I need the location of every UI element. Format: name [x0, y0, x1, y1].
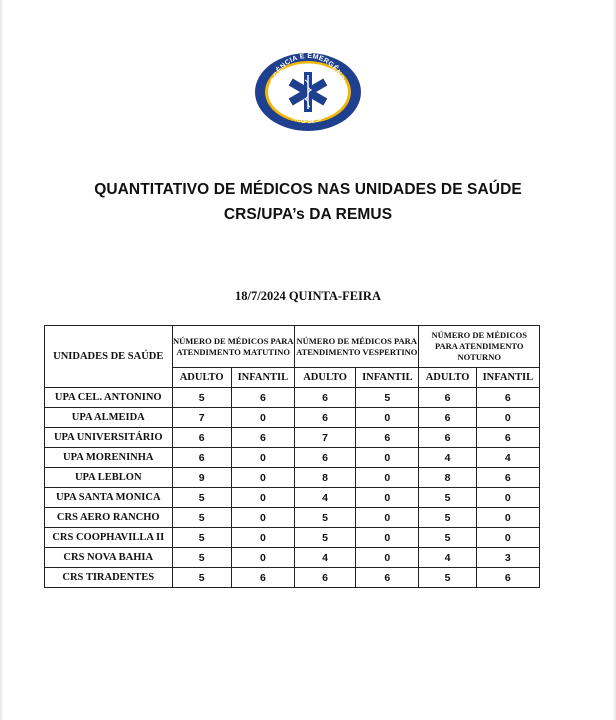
count-cell: 0 [356, 528, 419, 548]
group-header-vespertino: NÚMERO DE MÉDICOS PARA ATENDIMENTO VESPERTINO [294, 326, 418, 368]
count-cell: 6 [231, 388, 294, 408]
count-cell: 6 [231, 568, 294, 588]
count-cell: 5 [356, 388, 419, 408]
sub-header-adulto: ADULTO [419, 368, 476, 388]
count-cell: 0 [356, 508, 419, 528]
count-cell: 0 [231, 548, 294, 568]
count-cell: 6 [294, 448, 355, 468]
unit-name: UPA LEBLON [45, 468, 173, 488]
count-cell: 5 [172, 548, 231, 568]
count-cell: 0 [231, 508, 294, 528]
count-cell: 5 [419, 488, 476, 508]
unit-name: CRS COOPHAVILLA II [45, 528, 173, 548]
count-cell: 6 [356, 568, 419, 588]
table-row [45, 408, 540, 428]
page-edge-right [612, 0, 616, 720]
unit-name: CRS NOVA BAHIA [45, 548, 173, 568]
sub-header-infantil: INFANTIL [231, 368, 294, 388]
unit-name: UPA SANTA MONICA [45, 488, 173, 508]
count-cell: 6 [476, 468, 539, 488]
unit-name: CRS TIRADENTES [45, 568, 173, 588]
count-cell: 8 [294, 468, 355, 488]
count-cell: 8 [419, 468, 476, 488]
unit-name: UPA ALMEIDA [45, 408, 173, 428]
count-cell: 7 [294, 428, 355, 448]
count-cell: 6 [476, 568, 539, 588]
count-cell: 0 [476, 408, 539, 428]
count-cell: 6 [294, 408, 355, 428]
count-cell: 0 [356, 408, 419, 428]
count-cell: 6 [476, 428, 539, 448]
count-cell: 6 [419, 408, 476, 428]
count-cell: 5 [419, 568, 476, 588]
count-cell: 0 [231, 408, 294, 428]
count-cell: 7 [172, 408, 231, 428]
count-cell: 0 [356, 448, 419, 468]
unit-column-header: UNIDADES DE SAÚDE [45, 326, 173, 388]
count-cell: 3 [476, 548, 539, 568]
count-cell: 6 [231, 428, 294, 448]
count-cell: 0 [231, 488, 294, 508]
count-cell: 6 [476, 388, 539, 408]
table-row [45, 508, 540, 528]
count-cell: 5 [419, 528, 476, 548]
table-row [45, 568, 540, 588]
table-row [45, 488, 540, 508]
table-row [45, 528, 540, 548]
count-cell: 0 [231, 528, 294, 548]
unit-name: CRS AERO RANCHO [45, 508, 173, 528]
count-cell: 0 [476, 488, 539, 508]
count-cell: 4 [294, 548, 355, 568]
count-cell: 5 [294, 528, 355, 548]
count-cell: 5 [172, 528, 231, 548]
count-cell: 5 [294, 508, 355, 528]
table-row [45, 548, 540, 568]
group-header-matutino: NÚMERO DE MÉDICOS PARA ATENDIMENTO MATUTINO [172, 326, 294, 368]
count-cell: 0 [231, 448, 294, 468]
count-cell: 5 [172, 568, 231, 588]
count-cell: 0 [356, 488, 419, 508]
sub-header-adulto: ADULTO [294, 368, 355, 388]
count-cell: 9 [172, 468, 231, 488]
table-row [45, 468, 540, 488]
count-cell: 6 [294, 568, 355, 588]
group-header-noturno: NÚMERO DE MÉDICOS PARA ATENDIMENTO NOTURNO [419, 326, 540, 368]
count-cell: 0 [356, 548, 419, 568]
logo-arc-top-text: URGÊNCIA E EMERGÊNCIA [269, 52, 347, 89]
table-row [45, 428, 540, 448]
document-title-line-2: CRS/UPA’s DA REMUS [223, 206, 393, 223]
table-row [45, 388, 540, 408]
count-cell: 0 [476, 508, 539, 528]
unit-name: UPA CEL. ANTONINO [45, 388, 173, 408]
document-title-line-1: QUANTITATIVO DE MÉDICOS NAS UNIDADES DE SAÚDE [94, 181, 522, 198]
count-cell: 6 [419, 388, 476, 408]
count-cell: 4 [294, 488, 355, 508]
count-cell: 4 [476, 448, 539, 468]
count-cell: 5 [172, 388, 231, 408]
count-cell: 5 [419, 508, 476, 528]
count-cell: 6 [172, 448, 231, 468]
logo-arc-bottom-text: PMCG-SESAU [286, 111, 330, 126]
unit-name: UPA MORENINHA [45, 448, 173, 468]
count-cell: 5 [172, 508, 231, 528]
count-cell: 5 [172, 488, 231, 508]
count-cell: 0 [476, 528, 539, 548]
sub-header-infantil: INFANTIL [476, 368, 539, 388]
doctors-table [44, 325, 540, 588]
urgencia-emergencia-logo [253, 52, 363, 132]
count-cell: 0 [231, 468, 294, 488]
sub-header-infantil: INFANTIL [356, 368, 419, 388]
table-row [45, 448, 540, 468]
report-date: 18/7/2024 QUINTA-FEIRA [235, 289, 381, 303]
count-cell: 0 [356, 468, 419, 488]
page-edge-left [0, 0, 4, 720]
unit-name: UPA UNIVERSITÁRIO [45, 428, 173, 448]
count-cell: 6 [294, 388, 355, 408]
sub-header-adulto: ADULTO [172, 368, 231, 388]
count-cell: 6 [172, 428, 231, 448]
count-cell: 6 [356, 428, 419, 448]
count-cell: 4 [419, 448, 476, 468]
count-cell: 4 [419, 548, 476, 568]
count-cell: 6 [419, 428, 476, 448]
